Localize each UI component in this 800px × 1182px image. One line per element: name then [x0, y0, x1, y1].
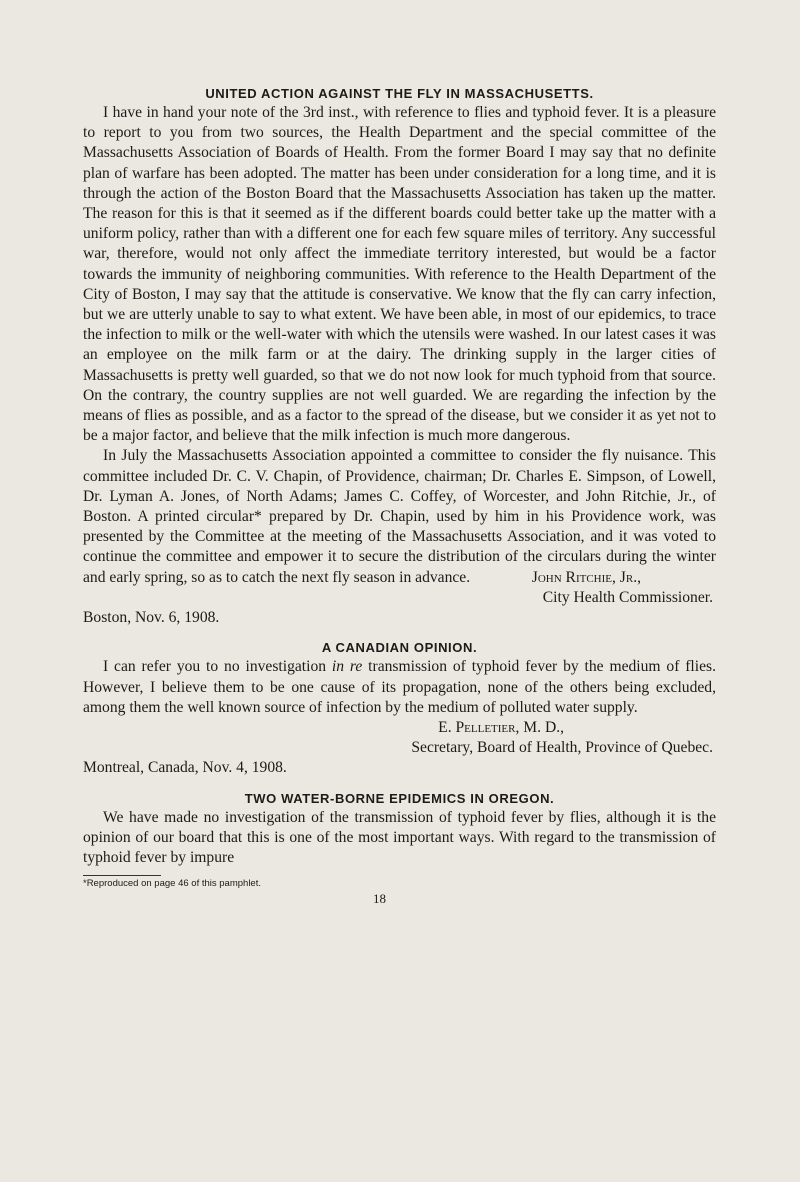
- body-paragraph: I can refer you to no investigation in re transmission of typhoid fever by the medium of flies. However, I believe them to be one cause of its propagation, none of the others being excluded, among them the well known source of infection by the medium of polluted water supply.: [83, 658, 716, 716]
- section-heading: UNITED ACTION AGAINST THE FLY IN MASSACHUSETTS.: [205, 86, 594, 101]
- body-paragraph: We have made no investigation of the transmission of typhoid fever by flies, although it is the opinion of our board that this is one of the most important ways. With regard to the transmission of typhoid fever by impure: [83, 808, 716, 866]
- body-paragraph: I have in hand your note of the 3rd inst., with reference to flies and typhoid fever. It is a pleasure to report to you from two sources, the Health Department and the special committee of the Massachusetts Association of Boards of Health. From the former Board I may say that no definite plan of warfare has been adopted. The matter has been under consideration for a long time, and it is through the action of the Boston Board that the Massachusetts Association has taken up the matter. The reason for this is that it seemed as if the different boards could better take up the matter with a uniform policy, rather than with a different one for each few square miles of territory. Any successful war, therefore, would not only affect the immediate territory interested, but would be a factor towards the immunity of neighboring communities. With reference to the Health Department of the City of Boston, I may say that the attitude is conservative. We know that the fly can carry infection, but we are utterly unable to say to what extent. We have been able, in most of our epidemics, to trace the infection to milk or the well-water with which the utensils were washed. In our latest cases it was an employee on the milk farm or at the dairy. The drinking supply in the larger cities of Massachusetts is pretty well guarded, so that we do not now look for much typhoid from that source. On the contrary, the country supplies are not well guarded. We are regarding the infection by the means of flies as possible, and as a factor to the spread of the disease, but we consider it as yet not to be a major factor, and believe that the milk infection is much more dangerous.: [83, 104, 716, 445]
- section-heading: TWO WATER-BORNE EPIDEMICS IN OREGON.: [244, 790, 555, 806]
- section-united-action: [83, 86, 716, 628]
- signature-name: E. Pelletier, M. D.,: [438, 718, 564, 736]
- place-date: Boston, Nov. 6, 1908.: [83, 609, 220, 627]
- place-date: Montreal, Canada, Nov. 4, 1908.: [83, 759, 287, 777]
- body-paragraph: In July the Massachusetts Association appointed a committee to consider the fly nuisance. This committee included Dr. C. V. Chapin, of Providence, chairman; Dr. Charles E. Simpson, of Lowell, Dr. Lyman A. Jones, of North Adams; James C. Coffey, of Worcester, and John Ritchie, Jr., of Boston. A printed circular* prepared by Dr. Chapin, used by him in his Providence work, was presented by the Committee at the meeting of the Massachusetts Association, and it was voted to continue the committee and empower it to secure the distribution of the circulars during the winter and early spring, so as to catch the next fly season in advance.: [83, 447, 716, 586]
- signature-name: John Ritchie, Jr.,: [531, 568, 641, 586]
- section-canadian-opinion: [83, 640, 716, 778]
- signature-title: Secretary, Board of Health, Province of Quebec.: [411, 739, 713, 757]
- section-heading: A CANADIAN OPINION.: [321, 640, 478, 656]
- footnote-divider: [83, 875, 161, 876]
- footnote: *Reproduced on page 46 of this pamphlet.: [83, 878, 261, 890]
- signature-title: City Health Commissioner.: [542, 588, 713, 606]
- page-number: 18: [373, 891, 386, 907]
- section-oregon: [83, 791, 716, 869]
